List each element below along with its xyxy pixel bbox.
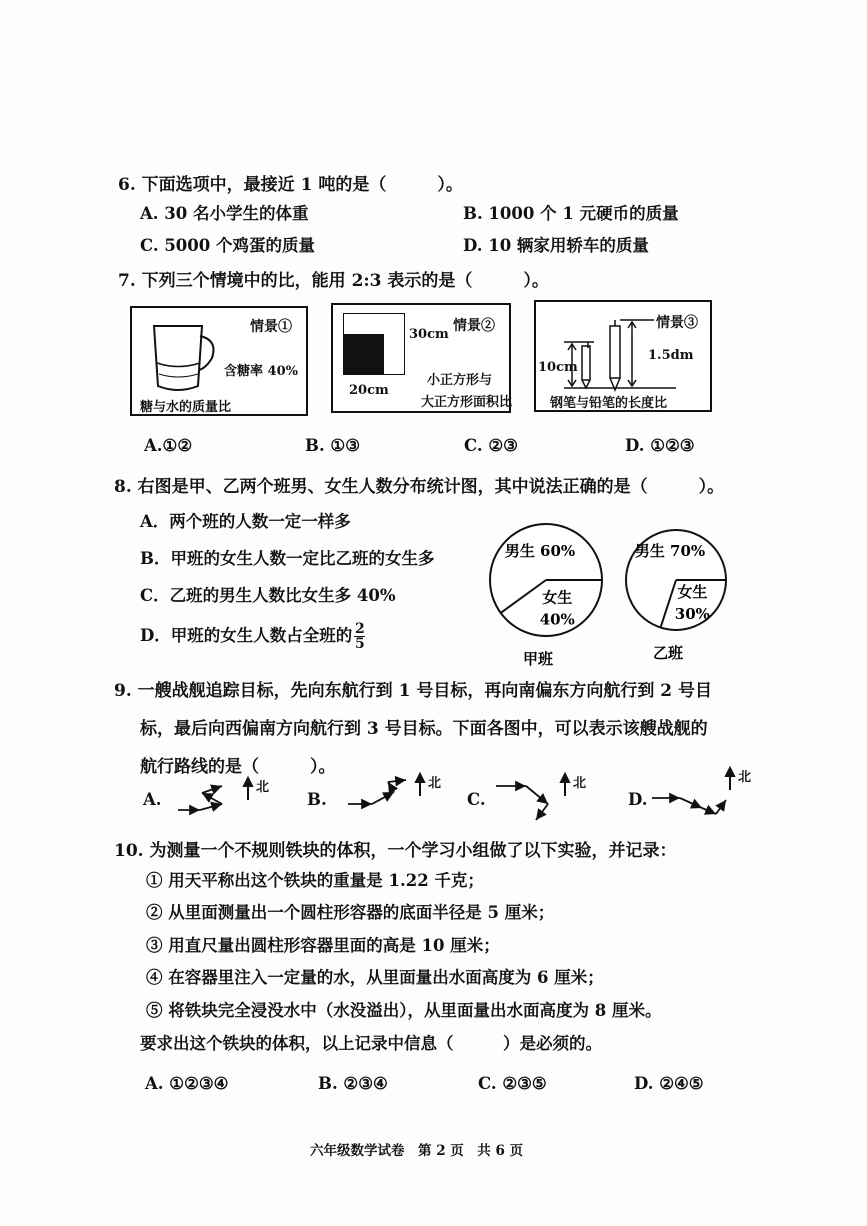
q10-option-b[interactable]: B. ②③④ <box>318 1074 388 1093</box>
q10-item-2: ② 从里面测量出一个圆柱形容器的底面半径是 5 厘米； <box>146 903 555 922</box>
q7-stem: 7. 下列三个情境中的比，能用 2:3 表示的是（ ）。 <box>118 271 549 291</box>
q9-option-c[interactable]: C. <box>467 790 486 809</box>
page-footer: 六年级数学试卷 第 2 页 共 6 页 <box>310 1143 524 1159</box>
scene3-short: 10cm <box>538 360 578 375</box>
q7-option-c[interactable]: C. ②③ <box>464 436 518 455</box>
q7-option-d[interactable]: D. ①②③ <box>625 436 695 455</box>
pie-title-0: 甲班 <box>522 650 554 668</box>
scene1-caption: 糖与水的质量比 <box>140 400 232 415</box>
pie-label-female-pct-1: 30% <box>674 604 710 623</box>
pie-label-female-pct-0: 40% <box>539 610 575 629</box>
north-arrows <box>244 768 734 800</box>
q10-option-a[interactable]: A. ①②③④ <box>145 1074 229 1093</box>
q6-option-c[interactable]: C. 5000 个鸡蛋的质量 <box>140 236 315 255</box>
north-label-c: 北 <box>573 776 587 791</box>
scene2-caption-1: 小正方形与 <box>427 373 493 388</box>
q10-item-4: ④ 在容器里注入一定量的水，从里面量出水面高度为 6 厘米； <box>146 968 604 987</box>
q6-option-d[interactable]: D. 10 辆家用轿车的质量 <box>463 236 649 255</box>
q9-option-a[interactable]: A. <box>143 790 162 809</box>
route-d <box>652 798 726 814</box>
q6-stem: 6. 下面选项中，最接近 1 吨的是（ ）。 <box>118 175 463 195</box>
scene2-big-side: 30cm <box>409 327 449 342</box>
scene2-small-side: 20cm <box>349 383 389 398</box>
scene3-caption: 钢笔与铅笔的长度比 <box>550 396 668 411</box>
north-label-b: 北 <box>428 776 442 791</box>
pie-title-1: 乙班 <box>652 644 684 662</box>
pie-label-female-1: 女生 <box>677 582 708 601</box>
q10-option-c[interactable]: C. ②③⑤ <box>478 1074 547 1093</box>
scene2-title: 情景② <box>453 318 495 334</box>
q9-line-2: 标，最后向西偏南方向航行到 3 号目标。下面各图中，可以表示该艘战舰的 <box>140 719 708 739</box>
q10-item-3: ③ 用直尺量出圆柱形容器里面的高是 10 厘米； <box>146 936 500 955</box>
scene2-caption-2: 大正方形面积比 <box>421 395 513 410</box>
fraction-numerator: 2 <box>354 621 365 637</box>
scene3-title: 情景③ <box>656 315 698 331</box>
q6-option-a[interactable]: A. 30 名小学生的体重 <box>140 204 309 223</box>
scene3-long: 1.5dm <box>648 348 694 363</box>
q10-conclusion: 要求出这个铁块的体积，以上记录中信息（ ）是必须的。 <box>140 1034 602 1053</box>
q10-stem: 10. 为测量一个不规则铁块的体积，一个学习小组做了以下实验，并记录： <box>114 841 677 861</box>
route-c <box>496 786 548 820</box>
north-label-a: 北 <box>256 780 270 795</box>
q10-item-5: ⑤ 将铁块完全浸没水中（水没溢出），从里面量出水面高度为 8 厘米。 <box>146 1001 662 1020</box>
scene1-rate: 含糖率 40% <box>224 364 298 379</box>
q9-option-d[interactable]: D. <box>628 790 648 809</box>
north-label-d: 北 <box>738 770 752 785</box>
route-a <box>178 786 222 810</box>
q8-option-c[interactable]: C．乙班的男生人数比女生多 40% <box>140 586 396 605</box>
q7-option-b[interactable]: B. ①③ <box>305 436 361 455</box>
q8-option-d-text: D．甲班的女生人数占全班的 <box>140 626 353 645</box>
q9-option-b[interactable]: B. <box>307 790 327 809</box>
pie-label-male-0: 男生 60% <box>504 542 576 560</box>
q10-option-d[interactable]: D. ②④⑤ <box>634 1074 704 1093</box>
pie-label-female-0: 女生 <box>542 588 573 607</box>
q7-option-a[interactable]: A.①② <box>144 436 193 455</box>
q8-option-b[interactable]: B．甲班的女生人数一定比乙班的女生多 <box>140 549 435 568</box>
q6-option-b[interactable]: B. 1000 个 1 元硬币的质量 <box>463 204 679 223</box>
pie-label-male-1: 男生 70% <box>634 542 706 560</box>
q8-stem: 8. 右图是甲、乙两个班男、女生人数分布统计图，其中说法正确的是（ ）。 <box>114 477 725 497</box>
route-b <box>348 780 406 804</box>
q10-item-1: ① 用天平称出这个铁块的重量是 1.22 千克； <box>146 871 484 890</box>
fraction-denominator: 5 <box>354 636 365 652</box>
q8-option-a[interactable]: A．两个班的人数一定一样多 <box>140 512 351 531</box>
q9-line-3: 航行路线的是（ ）。 <box>140 757 336 777</box>
q9-line-1: 9. 一艘战舰追踪目标，先向东航行到 1 号目标，再向南偏东方向航行到 2 号目 <box>114 681 712 701</box>
scene1-title: 情景① <box>250 319 292 335</box>
